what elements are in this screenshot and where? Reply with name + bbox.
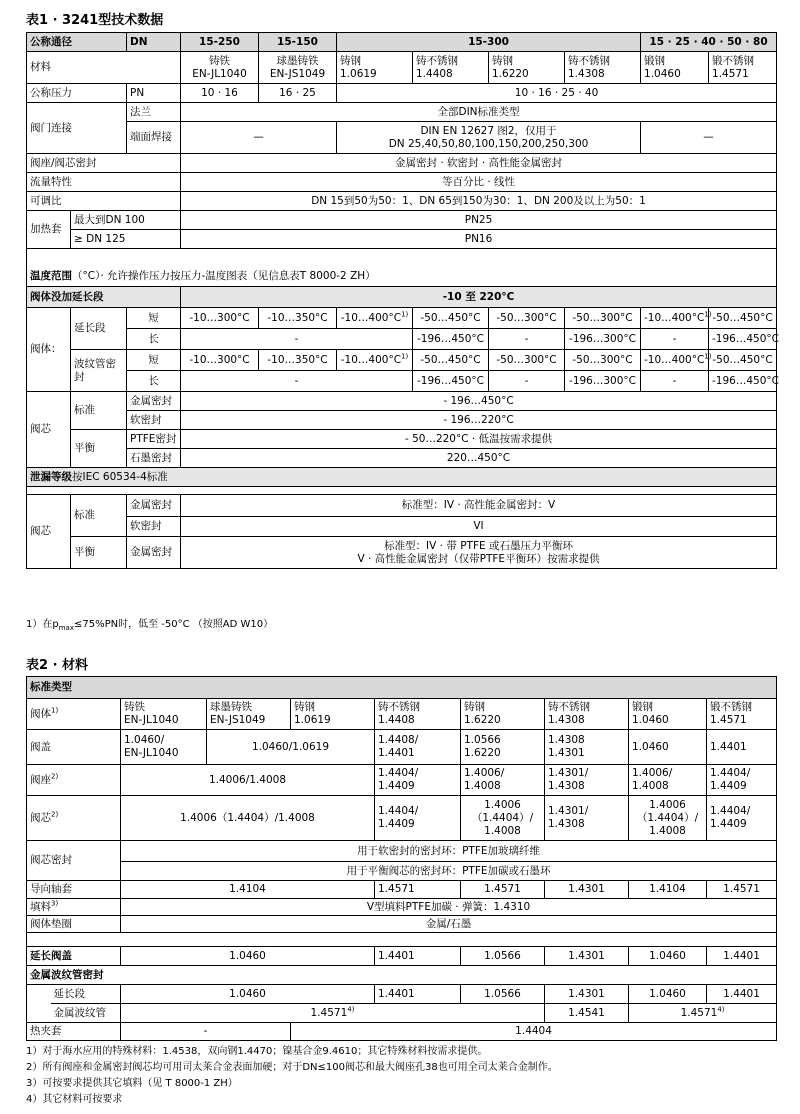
body-label: 阀体： xyxy=(27,308,71,392)
table2-title: 表2 · 材料 xyxy=(26,658,89,673)
plug-value: 1.4006 xyxy=(649,798,686,811)
jacket-row xyxy=(27,211,777,230)
spacer-row xyxy=(27,933,777,947)
bellows-short-row xyxy=(27,350,777,371)
material-code: EN-JS1049 xyxy=(269,67,326,80)
leak-soft-value: VI xyxy=(181,517,777,537)
long-label: 长 xyxy=(127,371,181,392)
plug-value: （1.4404）/ xyxy=(471,811,534,824)
short-label: 短 xyxy=(127,308,181,329)
heating-jacket-value: 1.4404 xyxy=(291,1023,777,1041)
ext-piece-row xyxy=(27,985,777,1004)
plug-soft-value: - 196…220°C xyxy=(181,411,777,430)
material-name: 锻钢 xyxy=(632,701,653,713)
bellows-value: 1.4571 xyxy=(310,1006,348,1019)
bonnet-value: 1.4401 xyxy=(707,730,777,765)
heating-jacket-label: 热夹套 xyxy=(27,1023,121,1041)
body-no-ext-label: 阀体没加延长段 xyxy=(27,287,181,308)
temp-cell: - xyxy=(489,371,565,392)
guide-value: 1.4571 xyxy=(375,881,461,899)
temp-cell: -196…300°C xyxy=(565,329,641,350)
bonnet-value: 1.0566 xyxy=(464,734,501,746)
rangeability-label: 可调比 xyxy=(27,192,181,211)
bellows-label: 波纹管密封 xyxy=(71,350,127,392)
temp-cell: -196…450°C xyxy=(709,371,777,392)
bellows-value: 1.4541 xyxy=(545,1004,629,1023)
plug-row xyxy=(27,796,777,841)
material-code: 1.4308 xyxy=(568,67,605,80)
plug-value: 1.4006 xyxy=(484,798,521,811)
footnote-mark: 1) xyxy=(401,310,409,318)
jacket-row xyxy=(27,230,777,249)
flange-value: 全部DIN标准类型 xyxy=(181,103,777,122)
temp-cell: -10…400°C xyxy=(644,311,705,324)
leak-soft-row xyxy=(27,517,777,537)
bonnet-value: 1.0460/ xyxy=(124,734,165,746)
plug-value: （1.4404）/ xyxy=(636,811,699,824)
heating-jacket-value: - xyxy=(121,1023,291,1041)
ext-bonnet-value: 1.0460 xyxy=(629,947,707,966)
flow-row xyxy=(27,173,777,192)
temp-cell: -50…300°C xyxy=(489,308,565,329)
bonnet-row xyxy=(27,730,777,765)
guide-value: 1.4571 xyxy=(707,881,777,899)
gasket-label: 阀体垫圈 xyxy=(27,916,121,933)
temp-cell: - xyxy=(181,371,413,392)
plug-value: 1.4404/ xyxy=(378,805,419,817)
material-name: 铸钢 xyxy=(464,701,485,713)
bonnet-value: 1.0460 xyxy=(629,730,707,765)
plug-graphite-row xyxy=(27,449,777,468)
ext-short-row xyxy=(27,308,777,329)
material-name: 铸铁 xyxy=(209,54,230,67)
ext-bonnet-row xyxy=(27,947,777,966)
plug-value: 1.4404/ xyxy=(710,805,751,817)
pressure-value: 10 · 16 · 25 · 40 xyxy=(337,84,777,103)
material-code: EN-JS1049 xyxy=(210,714,266,726)
bonnet-value: 1.0460/1.0619 xyxy=(207,730,375,765)
material-code: 1.4408 xyxy=(378,714,415,726)
ext-bonnet-value: 1.4301 xyxy=(545,947,629,966)
table2-footnote: 1）对于海水应用的特殊材料：1.4538，双向钢1.4470；镍基合金9.4610；其它特殊材料按需求提供。 xyxy=(26,1046,488,1057)
ext-bonnet-value: 1.4401 xyxy=(375,947,461,966)
guide-value: 1.4301 xyxy=(545,881,629,899)
graphite-seal-label: 石墨密封 xyxy=(127,449,181,468)
table2-footnote: 3）可按要求提供其它填料（见 T 8000-1 ZH） xyxy=(26,1078,238,1089)
temp-cell: -196…300°C xyxy=(565,371,641,392)
ext-piece-label: 延长段 xyxy=(51,985,121,1004)
soft-seal-label: 软密封 xyxy=(127,411,181,430)
body-no-ext-row xyxy=(27,287,777,308)
footnote-mark: 4) xyxy=(717,1005,725,1013)
plug-soft-row xyxy=(27,411,777,430)
plug-seal-value: 用于软密封的密封环：PTFE加玻璃纤维 xyxy=(121,841,777,862)
table1-footnote xyxy=(26,618,273,631)
leakage-header-row xyxy=(27,468,777,487)
leak-balanced-value: 标准型：IV · 带 PTFE 或石墨压力平衡环 xyxy=(384,539,573,552)
material-code: 1.0619 xyxy=(294,714,331,726)
plug-seal-value: 用于平衡阀芯的密封环：PTFE加碳或石墨环 xyxy=(121,862,777,881)
spacer-row xyxy=(27,249,777,268)
temp-cell: -10…350°C xyxy=(259,350,337,371)
material-name: 铸不锈钢 xyxy=(378,701,420,713)
temp-cell: -10…400°C xyxy=(340,353,402,366)
temp-cell: -10…400°C xyxy=(340,311,402,324)
col-15-250: 15-250 xyxy=(181,33,259,52)
material-name: 铸钢 xyxy=(294,701,315,713)
ext-bonnet-value: 1.0566 xyxy=(461,947,545,966)
material-code: 1.6220 xyxy=(492,67,529,80)
jacket-range: 最大到DN 100 xyxy=(71,211,181,230)
plug-value: 1.4008 xyxy=(649,824,686,837)
seat-seal-label: 阀座/阀芯密封 xyxy=(27,154,181,173)
ext-label: 延长段 xyxy=(71,308,127,350)
footnote-sub: max xyxy=(58,624,74,632)
temp-cell: -196…450°C xyxy=(413,329,489,350)
temp-cell: - xyxy=(641,371,709,392)
material-name: 铸不锈钢 xyxy=(548,701,590,713)
bellows-seal-label: 金属波纹管密封 xyxy=(27,966,777,985)
ext-piece-value: 1.4301 xyxy=(545,985,629,1004)
seat-value: 1.4008 xyxy=(632,780,669,792)
ext-piece-value: 1.4401 xyxy=(707,985,777,1004)
pressure-label: 公称压力 xyxy=(27,84,127,103)
flow-label: 流量特性 xyxy=(27,173,181,192)
table1-header-row xyxy=(27,33,777,52)
gasket-value: 金属/石墨 xyxy=(121,916,777,933)
plug-value: 1.4006（1.4404）/1.4008 xyxy=(121,796,375,841)
weld-dash: — xyxy=(181,122,337,154)
temp-cell: -196…450°C xyxy=(413,371,489,392)
bellows-row xyxy=(27,1004,777,1023)
plug-ptfe-value: - 50…220°C · 低温按需求提供 xyxy=(181,430,777,449)
plug-metal-value: - 196…450°C xyxy=(181,392,777,411)
spacer-row xyxy=(27,487,777,495)
col-15-300: 15-300 xyxy=(337,33,641,52)
soft-seal-label: 软密封 xyxy=(127,517,181,537)
ext-bonnet-value: 1.4401 xyxy=(707,947,777,966)
footnote-mark: 1) xyxy=(704,310,712,318)
seat-value: 1.4006/ xyxy=(464,767,505,779)
plug-seal-row xyxy=(27,841,777,862)
nominal-size-label: 公称通径 xyxy=(30,35,72,48)
bonnet-value: EN-JL1040 xyxy=(124,747,179,759)
short-label: 短 xyxy=(127,350,181,371)
leak-metal-row xyxy=(27,495,777,517)
seat-value: 1.4308 xyxy=(548,780,585,792)
guide-value: 1.4104 xyxy=(121,881,375,899)
packing-row xyxy=(27,899,777,916)
jacket-value: PN16 xyxy=(181,230,777,249)
guide-label: 导向轴套 xyxy=(27,881,121,899)
balanced-label: 平衡 xyxy=(71,430,127,468)
flange-label: 法兰 xyxy=(127,103,181,122)
plug-label: 阀芯 xyxy=(30,811,51,824)
plug-graphite-value: 220…450°C xyxy=(181,449,777,468)
temp-cell: -196…450°C xyxy=(709,329,777,350)
material-code: 1.4408 xyxy=(416,67,453,80)
packing-value: V型填料PTFE加碳 · 弹簧：1.4310 xyxy=(121,899,777,916)
table1-technical-data xyxy=(26,32,777,569)
material-code: 1.4571 xyxy=(712,67,749,80)
seat-value: 1.4006/1.4008 xyxy=(121,765,375,796)
guide-value: 1.4571 xyxy=(461,881,545,899)
seat-value: 1.4006/ xyxy=(632,767,673,779)
temp-cell: -10…400°C xyxy=(644,353,705,366)
ext-bonnet-label: 延长阀盖 xyxy=(27,947,121,966)
bellows-seal-row xyxy=(27,966,777,985)
bellows-long-row xyxy=(27,371,777,392)
plug-label: 阀芯 xyxy=(27,392,71,468)
temp-cell: -50…450°C xyxy=(413,350,489,371)
material-name: 球墨铸铁 xyxy=(276,54,319,67)
seat-value: 1.4404/ xyxy=(378,767,419,779)
material-name: 球墨铸铁 xyxy=(210,701,252,713)
bonnet-value: 1.4401 xyxy=(378,747,415,759)
seat-value: 1.4008 xyxy=(464,780,501,792)
standard-label: 标准 xyxy=(71,392,127,430)
packing-label: 填料 xyxy=(30,900,51,913)
ext-long-row xyxy=(27,329,777,350)
material-name: 铸铁 xyxy=(124,701,145,713)
table1-title: 表1 · 3241型技术数据 xyxy=(26,13,164,28)
material-name: 铸不锈钢 xyxy=(568,54,610,67)
bellows-label: 金属波纹管 xyxy=(51,1004,121,1023)
material-name: 铸不锈钢 xyxy=(416,54,458,67)
footnote-mark: 3) xyxy=(51,899,59,907)
plug-value: 1.4409 xyxy=(710,818,747,830)
temp-cell: - xyxy=(181,329,413,350)
bonnet-value: 1.4408/ xyxy=(378,734,419,746)
flow-value: 等百分比 · 线性 xyxy=(181,173,777,192)
material-code: 1.4571 xyxy=(710,714,747,726)
material-code: 1.0460 xyxy=(644,67,681,80)
material-code: EN-JL1040 xyxy=(192,67,247,80)
heating-jacket-row xyxy=(27,1023,777,1041)
weld-row xyxy=(27,122,777,154)
weld-value: DIN EN 12627 图2，仅用于 xyxy=(420,124,557,137)
metal-seal-label: 金属密封 xyxy=(127,495,181,517)
rangeability-row xyxy=(27,192,777,211)
footnote-mark: 4) xyxy=(347,1005,355,1013)
footnote-mark: 2) xyxy=(51,772,59,780)
weld-value: DN 25,40,50,80,100,150,200,250,300 xyxy=(388,137,589,150)
temp-cell: -50…300°C xyxy=(565,308,641,329)
table2-footnote: 2）所有阀座和金属密封阀芯均可用司太莱合金表面加硬；对于DN≤100阀芯和最大阀座孔38也可用全司太莱合金制作。 xyxy=(26,1062,558,1073)
leakage-bold: 泄漏等级 xyxy=(30,470,72,483)
footnote-text: 1）在p xyxy=(26,619,59,630)
plug-value: 1.4301/ xyxy=(548,805,589,817)
jacket-value: PN25 xyxy=(181,211,777,230)
bonnet-label: 阀盖 xyxy=(27,730,121,765)
temp-cell: -50…450°C xyxy=(709,308,777,329)
material-row xyxy=(27,52,777,84)
temp-cell: -10…300°C xyxy=(181,350,259,371)
ext-piece-value: 1.4401 xyxy=(375,985,461,1004)
leakage-text: 按IEC 60534-4标准 xyxy=(72,470,168,483)
temp-cell: -10…350°C xyxy=(259,308,337,329)
temp-cell: -10…300°C xyxy=(181,308,259,329)
guide-value: 1.4104 xyxy=(629,881,707,899)
std-type-row xyxy=(27,677,777,699)
material-name: 锻不锈钢 xyxy=(710,701,752,713)
ext-piece-value: 1.0460 xyxy=(121,985,375,1004)
plug-value: 1.4409 xyxy=(378,818,415,830)
body-row xyxy=(27,699,777,730)
plug-seal-label: 阀芯密封 xyxy=(27,841,121,881)
temp-cell: -50…300°C xyxy=(565,350,641,371)
ext-bonnet-value: 1.0460 xyxy=(121,947,375,966)
plug-label: 阀芯 xyxy=(27,495,71,569)
seat-value: 1.4409 xyxy=(710,780,747,792)
pn-label: PN xyxy=(127,84,181,103)
leak-metal-value: 标准型：IV · 高性能金属密封：V xyxy=(181,495,777,517)
material-code: 1.0619 xyxy=(340,67,377,80)
bellows-value: 1.4571 xyxy=(680,1006,718,1019)
bonnet-value: 1.4301 xyxy=(548,747,585,759)
material-code: EN-JL1040 xyxy=(124,714,179,726)
material-name: 铸钢 xyxy=(340,54,361,67)
plug-ptfe-row xyxy=(27,430,777,449)
metal-seal-label: 金属密封 xyxy=(127,537,181,569)
footnote-mark: 1) xyxy=(401,352,409,360)
footnote-mark: 2) xyxy=(51,810,59,818)
guide-row xyxy=(27,881,777,899)
gasket-row xyxy=(27,916,777,933)
ptfe-seal-label: PTFE密封 xyxy=(127,430,181,449)
material-label: 材料 xyxy=(27,52,181,84)
temp-note-row xyxy=(27,268,777,287)
plug-value: 1.4308 xyxy=(548,818,585,830)
weld-label: 端面焊接 xyxy=(127,122,181,154)
pressure-value: 16 · 25 xyxy=(259,84,337,103)
body-label: 阀体 xyxy=(30,707,51,720)
temp-cell: -50…450°C xyxy=(709,350,777,371)
table2-footnote: 4）其它材料可按要求 xyxy=(26,1094,123,1105)
material-name: 铸钢 xyxy=(492,54,513,67)
ext-piece-value: 1.0566 xyxy=(461,985,545,1004)
seat-label: 阀座 xyxy=(30,773,51,786)
seat-value: 1.4301/ xyxy=(548,767,589,779)
balanced-label: 平衡 xyxy=(71,537,127,569)
seat-value: 1.4409 xyxy=(378,780,415,792)
ext-piece-value: 1.0460 xyxy=(629,985,707,1004)
plug-metal-row xyxy=(27,392,777,411)
bonnet-value: 1.4308 xyxy=(548,734,585,746)
temp-note-bold: 温度范围 xyxy=(30,270,72,283)
metal-seal-label: 金属密封 xyxy=(127,392,181,411)
temp-note-text: （°C）· 允许操作压力按压力-温度图表（见信息表T 8000-2 ZH） xyxy=(72,270,376,283)
leak-balanced-value: V · 高性能金属密封（仅带PTFE平衡环）按需求提供 xyxy=(357,552,600,565)
temp-cell: - xyxy=(641,329,709,350)
material-code: 1.6220 xyxy=(464,714,501,726)
material-code: 1.4308 xyxy=(548,714,585,726)
weld-dash: — xyxy=(641,122,777,154)
material-code: 1.0460 xyxy=(632,714,669,726)
body-no-ext-value: -10 至 220°C xyxy=(181,287,777,308)
seat-seal-row xyxy=(27,154,777,173)
pressure-value: 10 · 16 xyxy=(181,84,259,103)
flange-row xyxy=(27,103,777,122)
pressure-row xyxy=(27,84,777,103)
footnote-mark: 1) xyxy=(704,352,712,360)
plug-seal-row xyxy=(27,862,777,881)
table2-materials xyxy=(26,676,777,1041)
dn-label: DN xyxy=(127,33,181,52)
seat-row xyxy=(27,765,777,796)
temp-cell: - xyxy=(489,329,565,350)
col-forged: 15 · 25 · 40 · 50 · 80 xyxy=(641,33,777,52)
material-name: 锻钢 xyxy=(644,54,666,67)
bonnet-value: 1.6220 xyxy=(464,747,501,759)
footnote-mark: 1) xyxy=(51,706,59,714)
temp-cell: -50…300°C xyxy=(489,350,565,371)
standard-label: 标准 xyxy=(71,495,127,537)
rangeability-value: DN 15到50为50：1、DN 65到150为30：1、DN 200及以上为50：1 xyxy=(181,192,777,211)
leak-balanced-row xyxy=(27,537,777,569)
connection-label: 阀门连接 xyxy=(27,103,127,154)
col-15-150: 15-150 xyxy=(259,33,337,52)
plug-value: 1.4008 xyxy=(484,824,521,837)
seat-value: 1.4404/ xyxy=(710,767,751,779)
jacket-range: ≥ DN 125 xyxy=(71,230,181,249)
long-label: 长 xyxy=(127,329,181,350)
jacket-label: 加热套 xyxy=(27,211,71,249)
temp-cell: -50…450°C xyxy=(413,308,489,329)
std-type-label: 标准类型 xyxy=(27,677,777,699)
footnote-text: ≤75%PN时，低至 -50°C （按照AD W10） xyxy=(73,619,274,630)
material-name: 锻不锈钢 xyxy=(712,54,755,67)
seat-seal-value: 金属密封 · 软密封 · 高性能金属密封 xyxy=(181,154,777,173)
